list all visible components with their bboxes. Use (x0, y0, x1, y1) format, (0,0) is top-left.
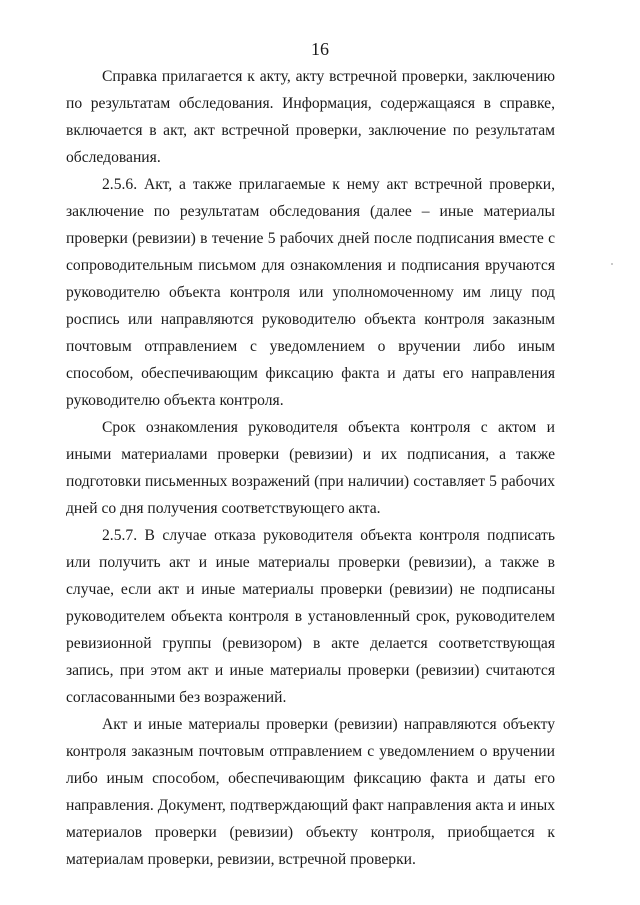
scan-artifact (611, 263, 613, 265)
paragraph-srok-oznakomleniya: Срок ознакомления руководителя объекта контроля с актом и иными материалами проверки (ревизии) и их подписания, а также подготовки письменных возражений (при наличии) составляет 5 рабочих дней со дня получения соответствующего акта. (66, 419, 555, 517)
paragraph-2-5-6: 2.5.6. Акт, а также прилагаемые к нему акт встречной проверки, заключение по результатам обследования (далее – иные материалы проверки (ревизии) в течение 5 рабочих дней после подписания вместе с сопроводительным письмом для ознакомления и подписания вручаются руководителю объекта контроля или уполномоченному им лицу под роспись или направляются руководителю объекта контроля заказным почтовым отправлением с уведомлением о вручении либо иным способом, обеспечивающим фиксацию факта и даты его направления руководителю объекта контроля. (66, 176, 555, 409)
document-body (66, 63, 555, 873)
paragraph-2-5-7: 2.5.7. В случае отказа руководителя объекта контроля подписать или получить акт и иные материалы проверки (ревизии), а также в случае, если акт и иные материалы проверки (ревизии) не подписаны руководителем объекта контроля в установленный срок, руководителем ревизионной группы (ревизором) в акте делается соответствующая запись, при этом акт и иные материалы проверки (ревизии) считаются согласованными без возражений. (66, 527, 555, 706)
paragraph-spravka: Справка прилагается к акту, акту встречной проверки, заключению по результатам обследования. Информация, содержащаяся в справке, включается в акт, акт встречной проверки, заключение по результатам обследования. (66, 68, 555, 166)
page-number: 16 (311, 39, 329, 59)
paragraph-napravlenie-akta: Акт и иные материалы проверки (ревизии) направляются объекту контроля заказным почтовым отправлением с уведомлением о вручении либо иным способом, обеспечивающим фиксацию факта и даты его направления. Документ, подтверждающий факт направления акта и иных материалов проверки (ревизии) объекту контроля, приобщается к материалам проверки, ревизии, встречной проверки. (66, 716, 555, 868)
